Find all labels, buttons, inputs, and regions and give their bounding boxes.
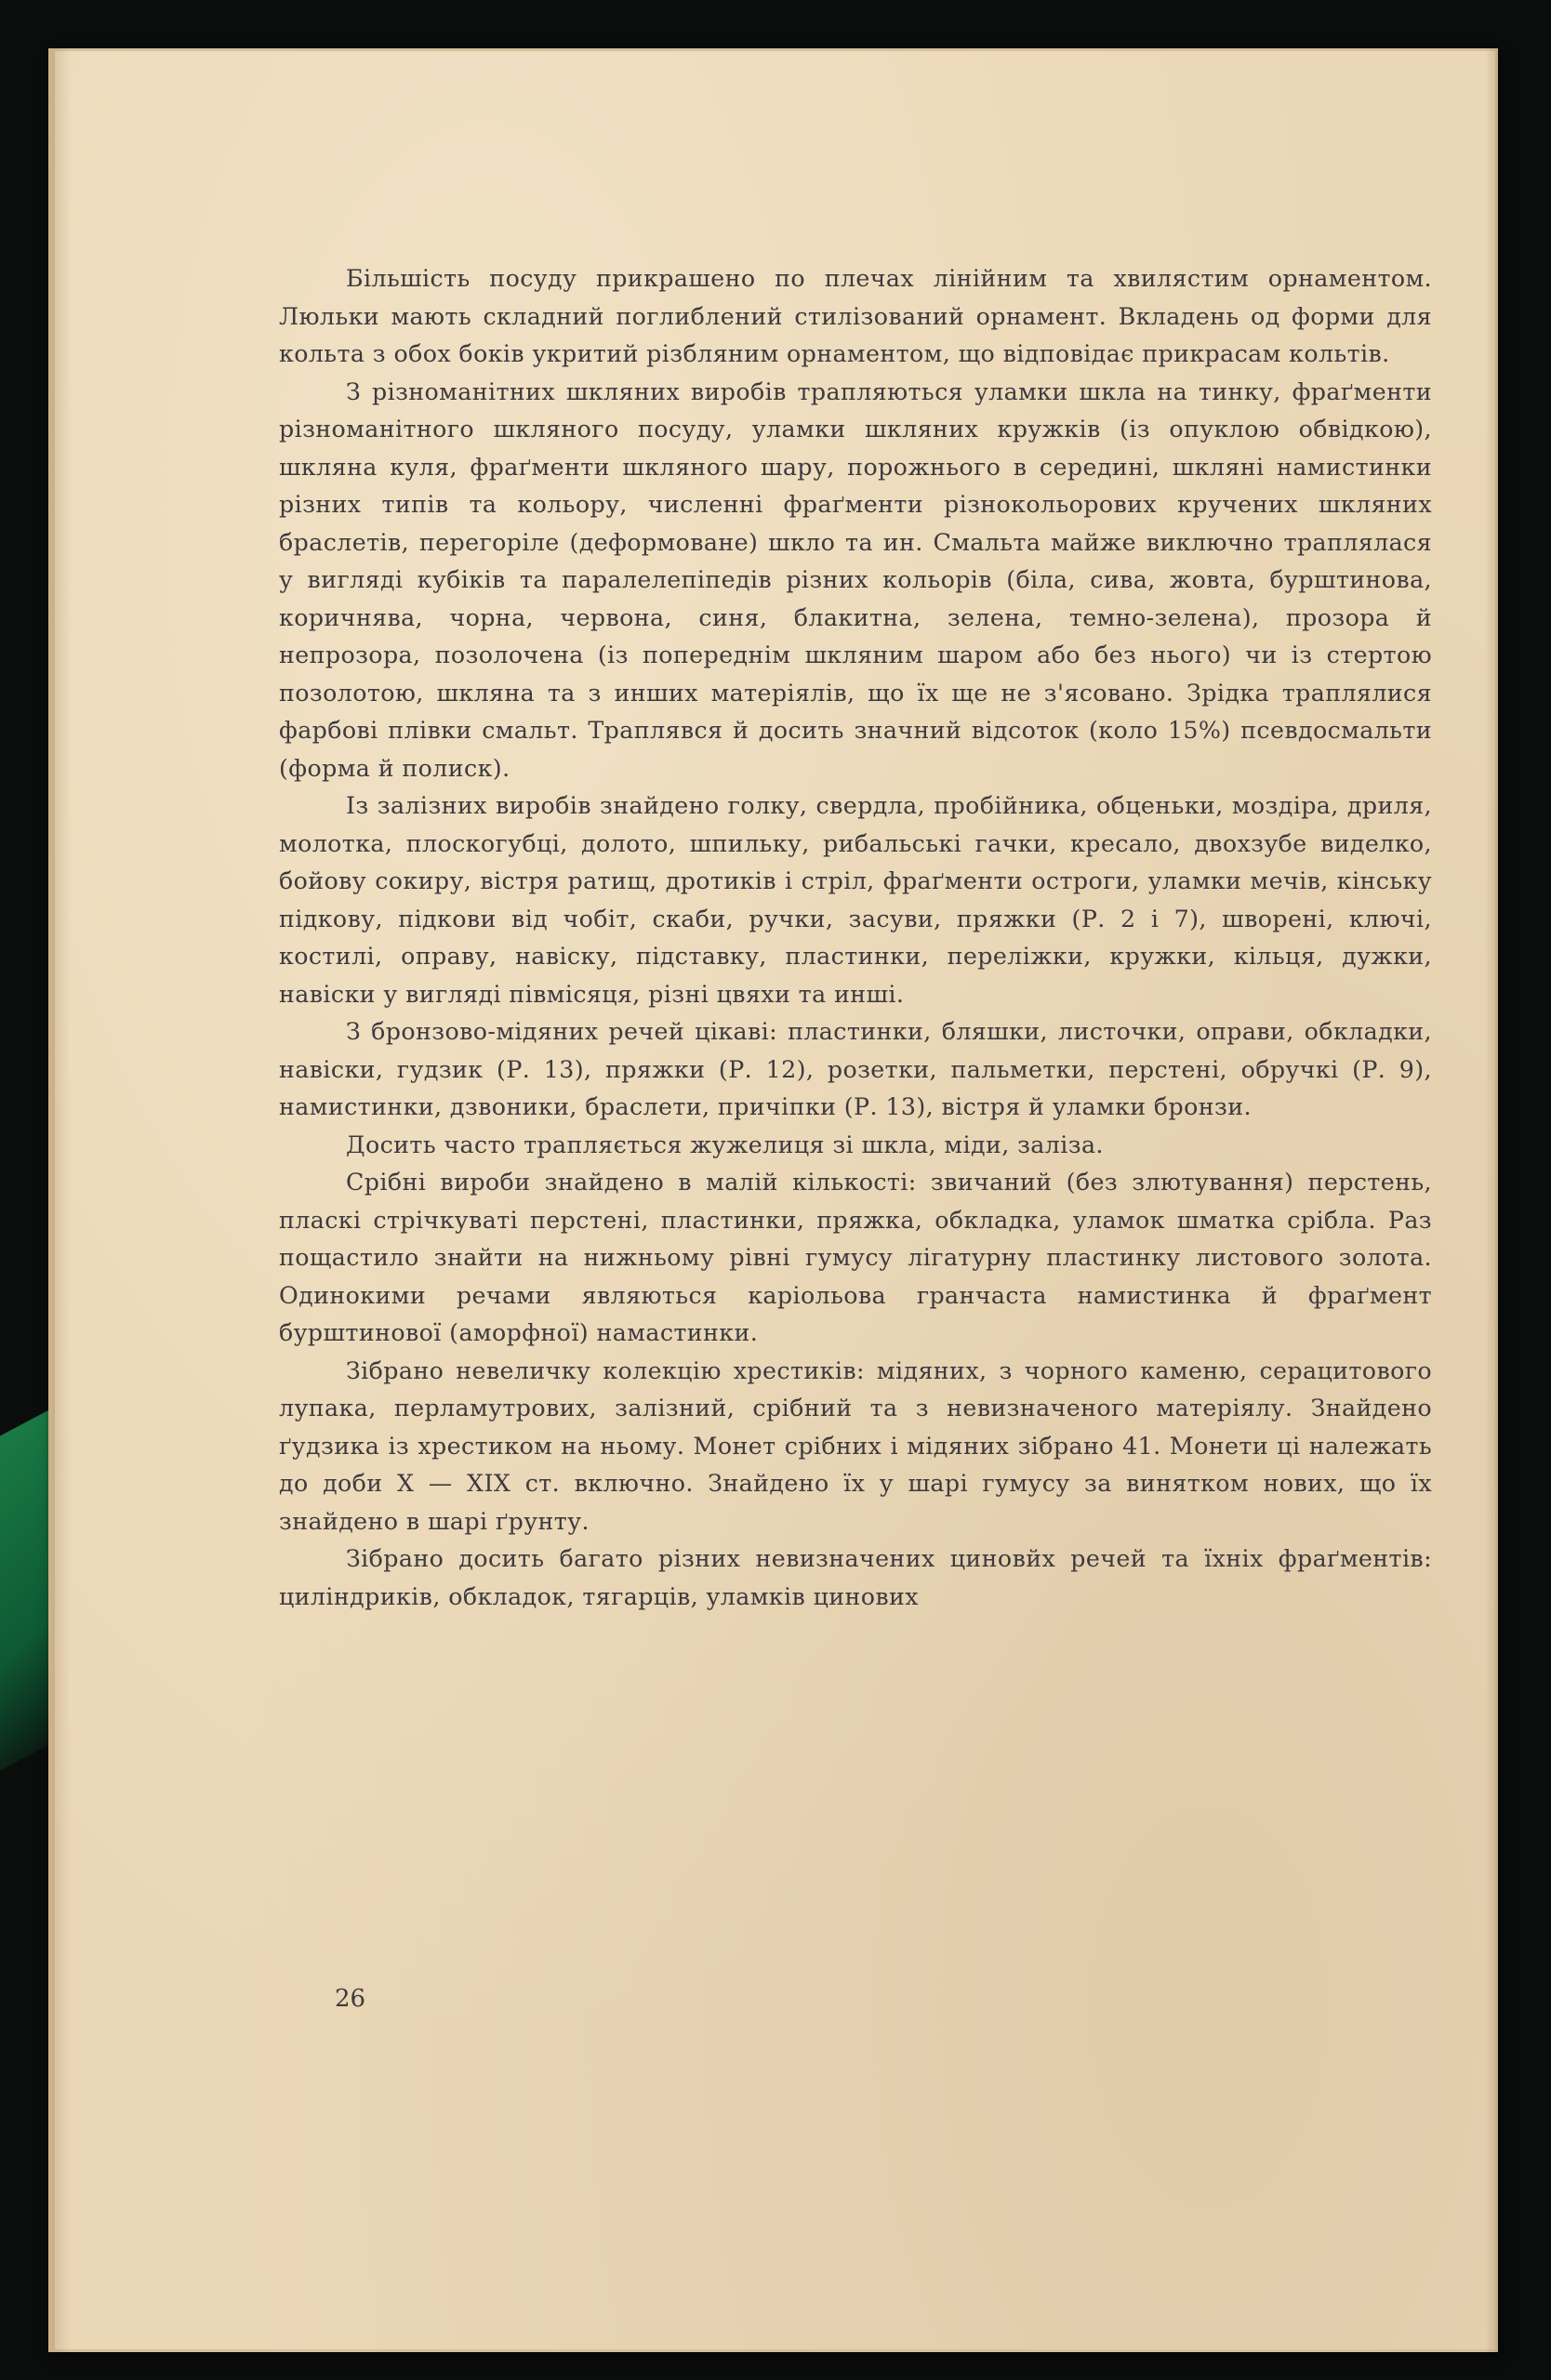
- body-text: [279, 260, 1432, 1616]
- paragraph-glass: З різноманітних шкляних виробів трапляються уламки шкла на тинку, фраґменти різноманітного шкляного посуду, уламки шкляних кружків (із опуклою обвідкою), шкляна куля, фраґменти шкляного шару, порожнього в середині, шкляні намистинки різних типів та кольору, численні фраґменти різнокольорових кручених шкляних браслетів, перегоріле (деформоване) шкло та ин. Смальта майже виключно траплялася у вигляді кубіків та паралелепіпедів різних кольорів (біла, сива, жовта, бурштинова, коричнява, чорна, червона, синя, блакитна, зелена, темно-зелена), прозора й непрозора, позолочена (із попереднім шкляним шаром або без нього) чи із стертою позолотою, шкляна та з инших матеріялів, що їх ще не з'ясовано. Зрідка траплялися фарбові плівки смальт. Траплявся й досить значний відсоток (коло 15%) псевдосмальти (форма й полиск).: [279, 377, 1432, 782]
- paragraph-iron: Із залізних виробів знайдено голку, свердла, пробійника, обценьки, моздіра, дриля, молотка, плоскогубці, долото, шпильку, рибальські гачки, кресало, двохзубе виделко, бойову сокиру, вістря ратищ, дротиків і стріл, фраґменти остроги, уламки мечів, кінську підкову, підкови від чобіт, скаби, ручки, засуви, пряжки (Р. 2 і 7), шворені, ключі, костилі, оправу, навіску, підставку, пластинки, переліжки, кружки, кільця, дужки, навіски у вигляді півмісяця, різні цвяхи та инші.: [279, 792, 1432, 1008]
- page-edge-shadow: [1485, 48, 1498, 2352]
- paragraph-crosses-coins: Зібрано невеличку колекцію хрестиків: мідяних, з чорного каменю, серацитового лупака, перламутрових, залізний, срібний та з невизначеного матеріялу. Знайдено ґудзика із хрестиком на ньому. Монет срібних і мідяних зібрано 41. Монети ці належать до доби X — XIX ст. включно. Знайдено їх у шарі гумусу за винятком нових, що їх знайдено в шарі ґрунту.: [279, 1356, 1432, 1535]
- paragraph-pottery: Більшість посуду прикрашено по плечах лінійним та хвилястим орнаментом. Люльки мають складний поглиблений стилізований орнамент. Вкладень од форми для кольта з обох боків укритий різбляним орнаментом, що відповідає прикрасам кольтів.: [279, 265, 1432, 367]
- paragraph-tin: Зібрано досить багато різних невизначених циновйх речей та їхніх фраґментів: циліндриків, обкладок, тягарців, уламків цинових: [279, 1545, 1432, 1610]
- paragraph-silver: Срібні вироби знайдено в малій кількості: звичаний (без злютування) перстень, пласкі стрічкуваті перстені, пластинки, пряжка, обкладка, уламок шматка срібла. Раз пощастило знайти на нижньому рівні гумусу лігатурну пластинку листового золота. Одинокими речами являються каріольова гранчаста намистинка й фраґмент бурштинової (аморфної) намастинки.: [279, 1169, 1432, 1346]
- page-number: 26: [335, 1985, 366, 2013]
- paragraph-slag: Досить часто трапляється жужелиця зі шкла, міди, заліза.: [346, 1130, 1104, 1158]
- paragraph-bronze: З бронзово-мідяних речей цікаві: пластинки, бляшки, листочки, оправи, обкладки, навіски, гудзик (Р. 13), пряжки (Р. 12), розетки, пальметки, перстені, обручкі (Р. 9), намистинки, дзвоники, браслети, причіпки (Р. 13), вістря й уламки бронзи.: [279, 1018, 1432, 1120]
